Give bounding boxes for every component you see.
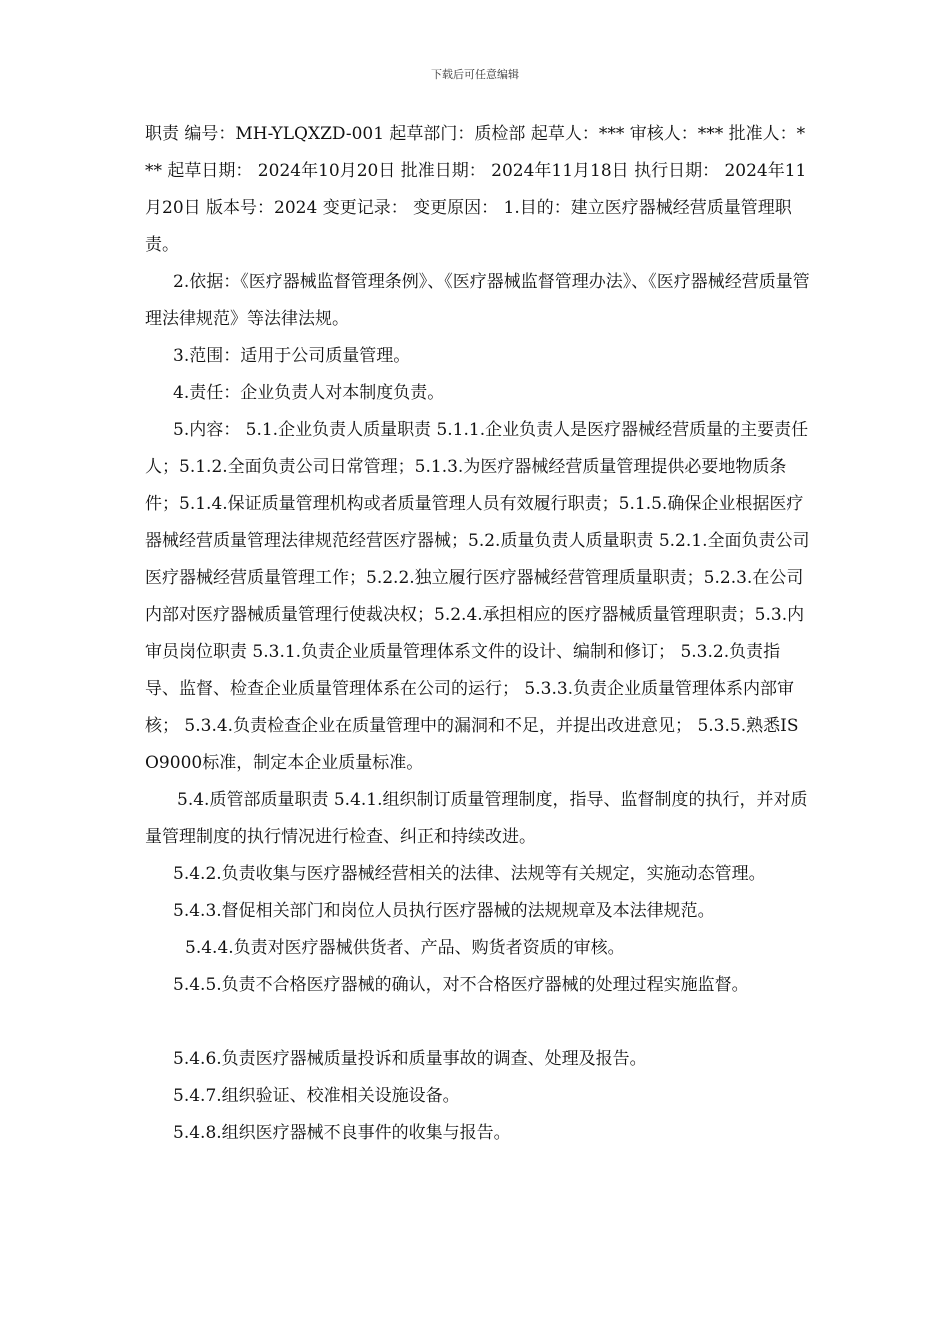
document-body — [145, 116, 810, 1152]
paragraph-gap — [145, 1004, 810, 1041]
paragraph-5-4-3: 5.4.3.督促相关部门和岗位人员执行医疗器械的法规规章及本法律规范。 — [173, 901, 715, 921]
paragraph-responsibility: 4.责任：企业负责人对本制度负责。 — [173, 383, 445, 403]
paragraph-5-4: 5.4.质管部质量职责 5.4.1.组织制订质量管理制度，指导、监督制度的执行，并对质量管理制度的执行情况进行检查、纠正和持续改进。 — [145, 790, 808, 847]
page-header-note: 下载后可任意编辑 — [431, 68, 519, 81]
paragraph-basis: 2.依据：《医疗器械监督管理条例》、《医疗器械监督管理办法》、《医疗器械经营质量管理法律规范》等法律法规。 — [145, 272, 810, 329]
paragraph-header-info: 职责 编号：MH-YLQXZD-001 起草部门：质检部 起草人：*** 审核人：*** 批准人：*** 起草日期： 2024年10月20日 批准日期： 2024年11月18日 执行日期： 2024年11月20日 版本号：2024 变更记录： 变更原因： 1.目的：建立医疗器械经营质量管理职责。 — [145, 124, 807, 255]
paragraph-scope: 3.范围：适用于公司质量管理。 — [173, 346, 411, 366]
paragraph-5-4-5: 5.4.5.负责不合格医疗器械的确认，对不合格医疗器械的处理过程实施监督。 — [173, 975, 749, 995]
paragraph-content: 5.内容： 5.1.企业负责人质量职责 5.1.1.企业负责人是医疗器械经营质量的主要责任人；5.1.2.全面负责公司日常管理；5.1.3.为医疗器械经营质量管理提供必要地物质条件；5.1.4.保证质量管理机构或者质量管理人员有效履行职责；5.1.5.确保企业根据医疗器械经营质量管理法律规范经营医疗器械；5.2.质量负责人质量职责 5.2.1.全面负责公司医疗器械经营质量管理工作；5.2.2.独立履行医疗器械经营管理质量职责；5.2.3.在公司内部对医疗器械质量管理行使裁决权；5.2.4.承担相应的医疗器械质量管理职责；5.3.内审员岗位职责 5.3.1.负责企业质量管理体系文件的设计、编制和修订； 5.3.2.负责指导、监督、检查企业质量管理体系在公司的运行； 5.3.3.负责企业质量管理体系内部审核； 5.3.4.负责检查企业在质量管理中的漏洞和不足，并提出改进意见； 5.3.5.熟悉ISO9000标准，制定本企业质量标准。 — [145, 420, 810, 773]
paragraph-5-4-8: 5.4.8.组织医疗器械不良事件的收集与报告。 — [173, 1123, 511, 1143]
paragraph-5-4-4: 5.4.4.负责对医疗器械供货者、产品、购货者资质的审核。 — [185, 938, 625, 958]
paragraph-5-4-6: 5.4.6.负责医疗器械质量投诉和质量事故的调查、处理及报告。 — [173, 1049, 647, 1069]
paragraph-5-4-7: 5.4.7.组织验证、校准相关设施设备。 — [173, 1086, 460, 1106]
paragraph-5-4-2: 5.4.2.负责收集与医疗器械经营相关的法律、法规等有关规定，实施动态管理。 — [173, 864, 766, 884]
